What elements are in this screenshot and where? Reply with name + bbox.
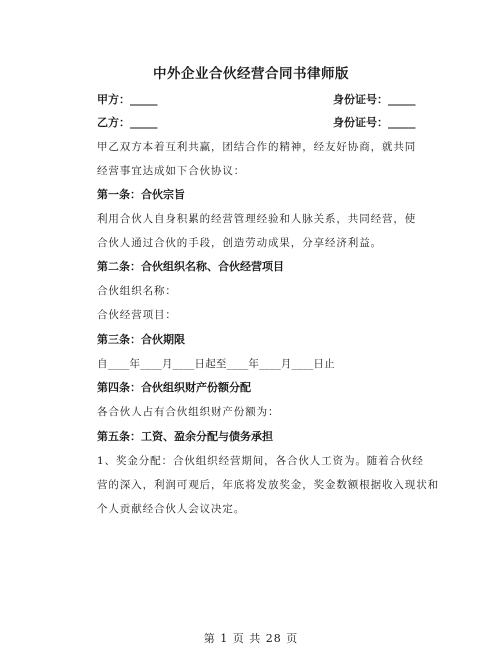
article-2-line-1: 合伙组织名称： — [97, 285, 177, 297]
article-2-heading: 第二条：合伙组织名称、合伙经营项目 — [97, 260, 284, 273]
party-b-id-field: 身份证号：_____ — [333, 116, 416, 129]
party-a-id-field: 身份证号：_____ — [333, 93, 416, 106]
article-2-line-2: 合伙经营项目： — [97, 309, 177, 321]
article-5-heading: 第五条：工资、盈余分配与债务承担 — [97, 430, 273, 443]
article-3-heading: 第三条：合伙期限 — [97, 333, 185, 346]
article-4-line-1: 各合伙人占有合伙组织财产份额为： — [97, 406, 280, 418]
intro-line-2: 经营事宜达成如下合伙协议： — [97, 165, 246, 177]
party-b-field: 乙方：_____ — [97, 116, 158, 129]
page-number: 第 1 页 共 28 页 — [203, 632, 299, 645]
intro-line-1: 甲乙双方本着互利共赢，团结合作的精神，经友好协商，就共同 — [97, 141, 417, 153]
article-1-line-2: 合伙人通过合伙的手段，创造劳动成果，分享经济利益。 — [97, 237, 382, 249]
article-3-line-1: 自____年____月____日起至____年____月____日止 — [97, 358, 335, 370]
article-5-line-2: 营的深入，利润可观后，年底将发放奖金，奖金数额根据收入现状和 — [97, 479, 439, 491]
article-4-heading: 第四条：合伙组织财产份额分配 — [97, 381, 251, 394]
article-5-line-3: 个人贡献经合伙人会议决定。 — [97, 503, 246, 515]
document-title: 中外企业合伙经营合同书律师版 — [153, 66, 349, 82]
article-1-line-1: 利用合伙人自身积累的经营管理经验和人脉关系，共同经营，使 — [97, 213, 417, 225]
article-5-line-1: 1、奖金分配：合伙组织经营期间，各合伙人工资为。随着合伙经 — [97, 455, 424, 467]
article-1-heading: 第一条：合伙宗旨 — [97, 188, 185, 201]
party-a-field: 甲方：_____ — [97, 93, 158, 106]
